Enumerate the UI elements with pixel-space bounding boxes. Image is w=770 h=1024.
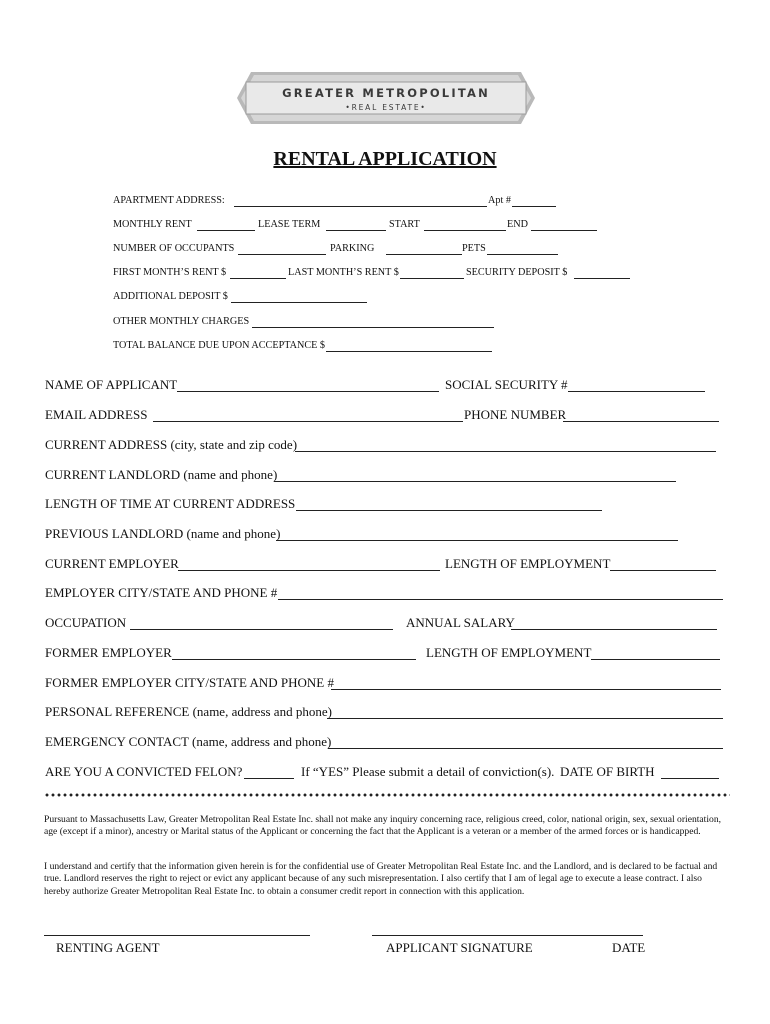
additional-deposit-label: ADDITIONAL DEPOSIT $ <box>113 291 228 302</box>
logo-company-name: GREATER METROPOLITAN <box>282 86 490 100</box>
length-of-employment-label: LENGTH OF EMPLOYMENT <box>445 556 611 571</box>
dotted-divider <box>44 793 730 797</box>
total-balance-due-label: TOTAL BALANCE DUE UPON ACCEPTANCE $ <box>113 340 326 351</box>
length-of-time-current-address-label: LENGTH OF TIME AT CURRENT ADDRESS <box>45 496 296 511</box>
number-of-occupants-field[interactable] <box>238 254 326 255</box>
conviction-detail-note: If “YES” Please submit a detail of conviction(s). <box>301 764 555 779</box>
emergency-contact-field[interactable] <box>328 748 723 749</box>
lease-term-field[interactable] <box>326 230 386 231</box>
apt-field[interactable] <box>512 206 556 207</box>
annual-salary-field[interactable] <box>511 629 717 630</box>
name-of-applicant-field[interactable] <box>177 391 439 392</box>
apartment-address-field[interactable] <box>234 206 487 207</box>
name-of-applicant-label: NAME OF APPLICANT <box>45 377 178 392</box>
apt-label: Apt # <box>488 195 511 206</box>
social-security-field[interactable] <box>568 391 705 392</box>
social-security-label: SOCIAL SECURITY # <box>445 377 568 392</box>
personal-reference-field[interactable] <box>327 718 723 719</box>
additional-deposit-field[interactable] <box>231 302 367 303</box>
signature-date-label: DATE <box>612 940 646 955</box>
current-landlord-field[interactable] <box>274 481 676 482</box>
start-field[interactable] <box>424 230 506 231</box>
certification-statement: I understand and certify that the information given herein is for the confidential use of Greater Metropolitan Real Estate Inc. and the Landlord, and is declared to be factual and true. Landlord reserves the right to reject or evict any applicant because of any such misrepresentation. I also certify that I am of legal age to execute a lease contract. I also hereby authorize Greater Metropolitan Real Estate Inc. to obtain a consumer credit report in connection with this application. <box>44 861 718 897</box>
number-of-occupants-label: NUMBER OF OCCUPANTS <box>113 243 235 254</box>
security-deposit-label: SECURITY DEPOSIT $ <box>466 267 568 278</box>
former-length-of-employment-field[interactable] <box>591 659 720 660</box>
start-label: START <box>389 219 420 230</box>
applicant-signature-line[interactable] <box>372 935 643 936</box>
nondiscrimination-notice: Pursuant to Massachusetts Law, Greater Metropolitan Real Estate Inc. shall not make any inquiry concerning race, religious creed, color, national origin, sex, sexual orientation, age (except if a minor), ancestry or Marital status of the Applicant or concerning the fact that the Applicant is a veteran or a member of the armed forces or is handicapped. <box>44 814 722 838</box>
current-employer-label: CURRENT EMPLOYER <box>45 556 179 571</box>
pets-label: PETS <box>462 243 486 254</box>
previous-landlord-label: PREVIOUS LANDLORD (name and phone) <box>45 526 281 541</box>
convicted-felon-label: ARE YOU A CONVICTED FELON? <box>45 764 243 779</box>
length-of-time-current-address-field[interactable] <box>296 510 602 511</box>
monthly-rent-field[interactable] <box>197 230 255 231</box>
company-logo <box>237 72 535 124</box>
current-address-label: CURRENT ADDRESS (city, state and zip code) <box>45 437 298 452</box>
employer-city-state-phone-label: EMPLOYER CITY/STATE AND PHONE # <box>45 585 278 600</box>
former-employer-label: FORMER EMPLOYER <box>45 645 172 660</box>
occupation-field[interactable] <box>130 629 393 630</box>
end-field[interactable] <box>531 230 597 231</box>
emergency-contact-label: EMERGENCY CONTACT (name, address and phone) <box>45 734 332 749</box>
phone-number-field[interactable] <box>563 421 719 422</box>
employer-city-state-phone-field[interactable] <box>278 599 723 600</box>
former-employer-city-state-phone-field[interactable] <box>331 689 721 690</box>
former-employer-field[interactable] <box>172 659 416 660</box>
security-deposit-field[interactable] <box>574 278 630 279</box>
email-address-label: EMAIL ADDRESS <box>45 407 148 422</box>
personal-reference-label: PERSONAL REFERENCE (name, address and phone) <box>45 704 332 719</box>
other-monthly-charges-label: OTHER MONTHLY CHARGES <box>113 316 250 327</box>
previous-landlord-field[interactable] <box>276 540 678 541</box>
apartment-address-label: APARTMENT ADDRESS: <box>113 195 225 206</box>
occupation-label: OCCUPATION <box>45 615 127 630</box>
current-employer-field[interactable] <box>178 570 440 571</box>
last-months-rent-field[interactable] <box>400 278 464 279</box>
former-length-of-employment-label: LENGTH OF EMPLOYMENT <box>426 645 592 660</box>
current-landlord-label: CURRENT LANDLORD (name and phone) <box>45 467 278 482</box>
pets-field[interactable] <box>487 254 558 255</box>
monthly-rent-label: MONTHLY RENT <box>113 219 192 230</box>
renting-agent-label: RENTING AGENT <box>56 940 160 955</box>
lease-term-label: LEASE TERM <box>258 219 321 230</box>
phone-number-label: PHONE NUMBER <box>464 407 567 422</box>
annual-salary-label: ANNUAL SALARY <box>406 615 515 630</box>
length-of-employment-field[interactable] <box>610 570 716 571</box>
date-of-birth-label: DATE OF BIRTH <box>560 764 655 779</box>
convicted-felon-field[interactable] <box>244 778 294 779</box>
logo-tagline: •REAL ESTATE• <box>345 103 427 112</box>
parking-field[interactable] <box>386 254 462 255</box>
other-monthly-charges-field[interactable] <box>252 327 494 328</box>
former-employer-city-state-phone-label: FORMER EMPLOYER CITY/STATE AND PHONE # <box>45 675 334 690</box>
parking-label: PARKING <box>330 243 375 254</box>
last-months-rent-label: LAST MONTH’S RENT $ <box>288 267 399 278</box>
renting-agent-signature-line[interactable] <box>44 935 310 936</box>
email-address-field[interactable] <box>153 421 463 422</box>
total-balance-due-field[interactable] <box>326 351 492 352</box>
date-of-birth-field[interactable] <box>661 778 719 779</box>
first-months-rent-field[interactable] <box>230 278 286 279</box>
end-label: END <box>507 219 528 230</box>
page-title: RENTAL APPLICATION <box>273 148 497 170</box>
first-months-rent-label: FIRST MONTH’S RENT $ <box>113 267 227 278</box>
applicant-signature-label: APPLICANT SIGNATURE <box>386 940 533 955</box>
current-address-field[interactable] <box>295 451 716 452</box>
